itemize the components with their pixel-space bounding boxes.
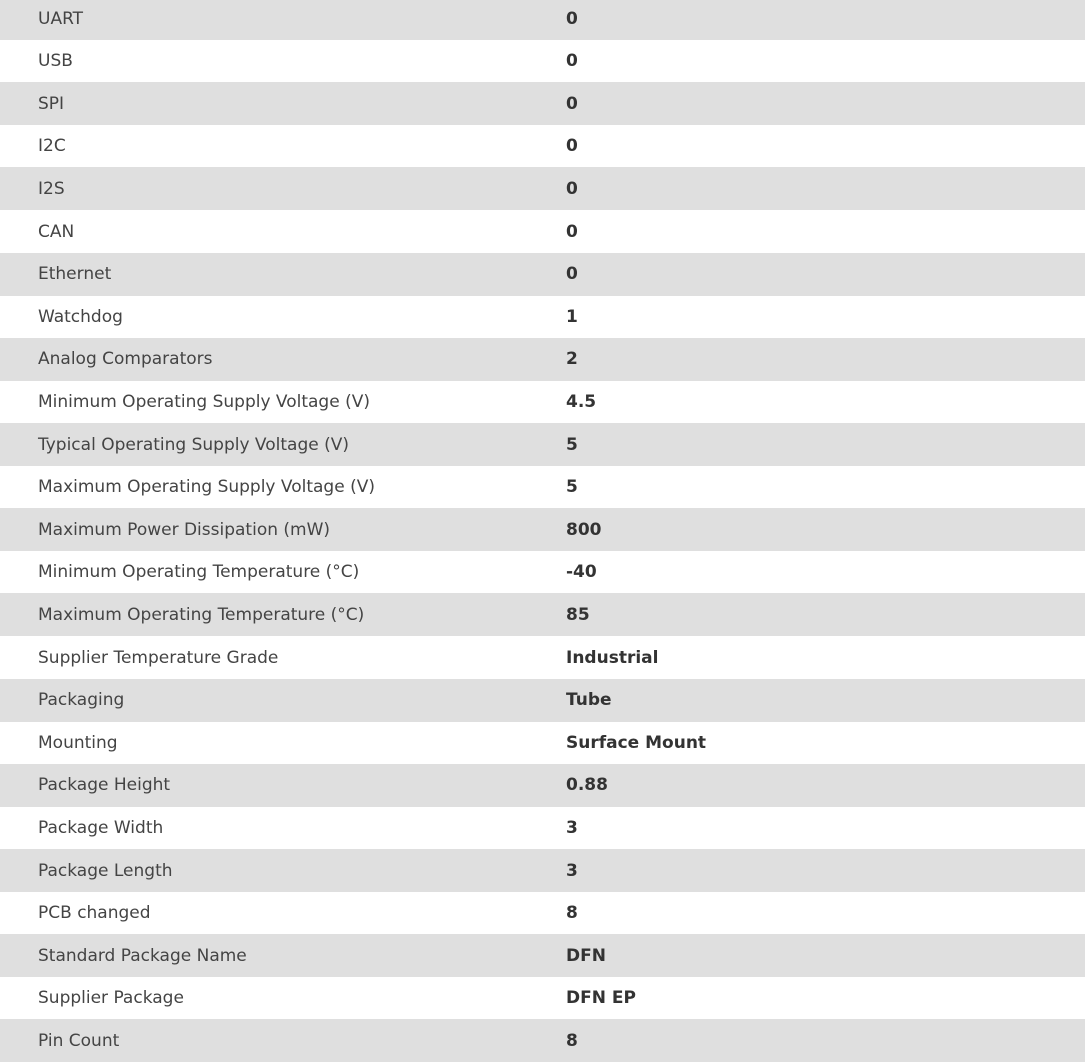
spec-label: Supplier Package	[38, 988, 184, 1009]
spec-value: 0	[566, 136, 578, 157]
spec-label: CAN	[38, 221, 75, 242]
spec-row	[0, 295, 1085, 338]
spec-row	[0, 0, 1085, 40]
spec-value: Tube	[566, 690, 612, 711]
spec-value: Industrial	[566, 647, 659, 668]
spec-row	[0, 636, 1085, 679]
spec-label: Maximum Power Dissipation (mW)	[38, 519, 331, 540]
spec-label: Mounting	[38, 732, 118, 753]
spec-value: 1	[566, 306, 578, 327]
spec-row	[0, 167, 1085, 210]
spec-row	[0, 508, 1085, 551]
spec-row	[0, 380, 1085, 423]
spec-value: 0	[566, 178, 578, 199]
spec-value: 3	[566, 817, 578, 838]
spec-value: 5	[566, 477, 578, 498]
spec-label: Analog Comparators	[38, 349, 213, 370]
spec-value: Surface Mount	[566, 732, 707, 753]
spec-value: 4.5	[566, 391, 597, 412]
spec-value: 0	[566, 8, 578, 29]
spec-label: SPI	[38, 93, 65, 114]
spec-value: 800	[566, 519, 602, 540]
spec-value: 0	[566, 264, 578, 285]
spec-label: Package Width	[38, 817, 164, 838]
spec-label: Package Height	[38, 775, 171, 796]
spec-row	[0, 1019, 1085, 1062]
spec-label: Maximum Operating Supply Voltage (V)	[38, 477, 375, 498]
spec-row	[0, 210, 1085, 253]
spec-value: DFN	[566, 945, 606, 966]
spec-row	[0, 466, 1085, 509]
spec-value: 0	[566, 221, 578, 242]
spec-label: Packaging	[38, 690, 125, 711]
spec-label: Supplier Temperature Grade	[38, 647, 279, 668]
spec-value: 8	[566, 1030, 578, 1051]
spec-value: 0.88	[566, 775, 608, 796]
spec-label: Pin Count	[38, 1030, 120, 1051]
spec-label: Minimum Operating Supply Voltage (V)	[38, 391, 370, 412]
spec-label: Maximum Operating Temperature (°C)	[38, 604, 365, 625]
spec-value: 3	[566, 860, 578, 881]
spec-row	[0, 892, 1085, 935]
spec-row	[0, 679, 1085, 722]
spec-row	[0, 551, 1085, 594]
spec-label: Package Length	[38, 860, 173, 881]
spec-value: 2	[566, 349, 578, 370]
spec-row	[0, 977, 1085, 1020]
spec-row	[0, 721, 1085, 764]
spec-label: USB	[38, 51, 73, 72]
spec-row	[0, 849, 1085, 892]
spec-row	[0, 764, 1085, 807]
spec-label: Standard Package Name	[38, 945, 247, 966]
spec-value: DFN EP	[566, 988, 636, 1009]
spec-value: 5	[566, 434, 578, 455]
spec-value: 0	[566, 51, 578, 72]
spec-label: PCB changed	[38, 903, 151, 924]
spec-row	[0, 82, 1085, 125]
spec-value: 85	[566, 604, 590, 625]
spec-row	[0, 125, 1085, 168]
spec-label: Minimum Operating Temperature (°C)	[38, 562, 360, 583]
spec-row	[0, 423, 1085, 466]
spec-label: Typical Operating Supply Voltage (V)	[38, 434, 349, 455]
spec-label: UART	[38, 8, 84, 29]
spec-row	[0, 338, 1085, 381]
spec-row	[0, 806, 1085, 849]
spec-row	[0, 40, 1085, 83]
spec-value: -40	[566, 562, 597, 583]
spec-row	[0, 934, 1085, 977]
spec-row	[0, 253, 1085, 296]
spec-label: Ethernet	[38, 264, 112, 285]
spec-label: I2S	[38, 178, 65, 199]
spec-row	[0, 593, 1085, 636]
spec-label: I2C	[38, 136, 66, 157]
spec-value: 0	[566, 93, 578, 114]
spec-label: Watchdog	[38, 306, 123, 327]
spec-value: 8	[566, 903, 578, 924]
